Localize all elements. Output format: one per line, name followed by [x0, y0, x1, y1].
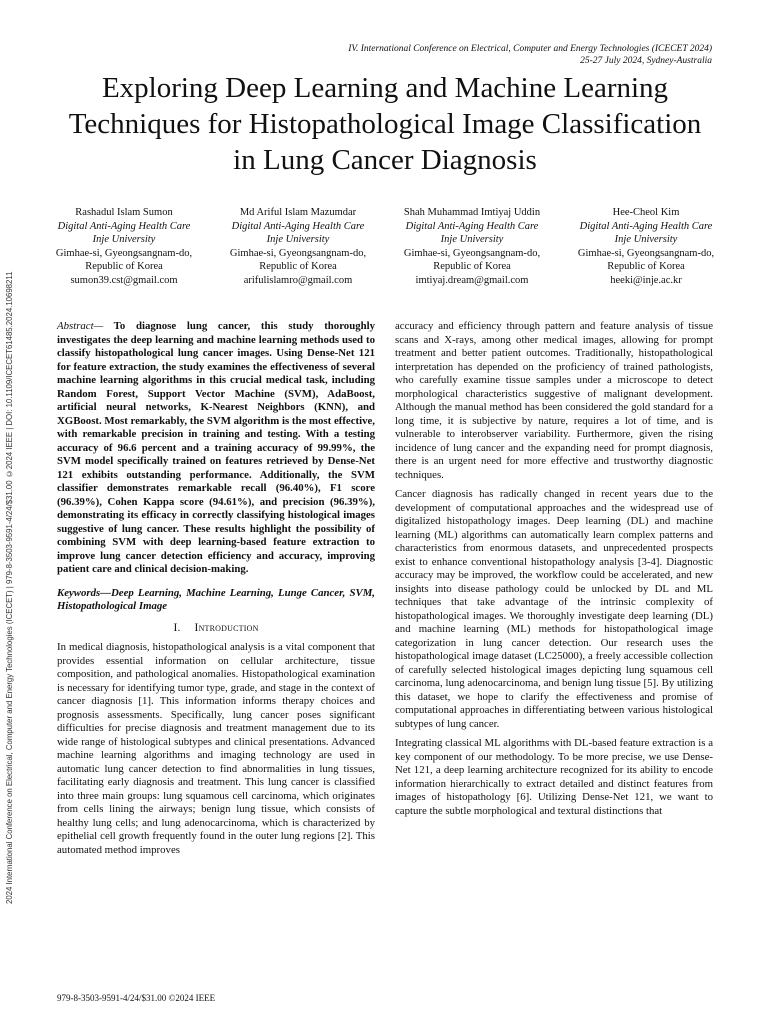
author-email[interactable]: sumon39.cst@gmail.com [70, 274, 178, 286]
keywords: Keywords—Deep Learning, Machine Learning, Lunge Cancer, SVM, Histopathological Image [57, 586, 375, 612]
author-addr: Gimhae-si, Gyeongsangnam-do, [55, 247, 193, 259]
author-email[interactable]: imtiyaj.dream@gmail.com [415, 274, 529, 286]
author-block [40, 206, 730, 287]
author-country: Republic of Korea [85, 261, 163, 272]
author-2 [214, 206, 382, 287]
author-addr: Gimhae-si, Gyeongsangnam-do, [403, 247, 541, 259]
author-4 [562, 206, 730, 287]
author-3 [388, 206, 556, 287]
conference-header [192, 43, 712, 67]
right-column [395, 320, 713, 824]
author-dept: Digital Anti-Aging Health Care [579, 220, 713, 232]
abstract-lead: Abstract— [57, 320, 104, 332]
author-univ: Inje University [440, 234, 504, 245]
conference-dates: 25-27 July 2024, Sydney-Australia [580, 56, 712, 66]
paragraph: Cancer diagnosis has radically changed in recent years due to the development of computational approaches and the widespread use of digitalized histopathology images. Deep learning (DL) and machine learning (ML) algorithms can automatically learn complex patterns and characteristics from enormous datasets, and unprecedented prospects exist to enhance conventional histopathology analysis [3-4]. Diagnostic accuracy may be improved, the workflow could be accelerated, and new insights into disease pathology could be unlocked by DL and ML techniques that take advantage of the intrinsic complexity of histopathological images. We thoroughly investigate deep learning (DL) and machine learning (ML) methods for histopathological image categorization in lung cancer detection. Our research uses the histopathological image dataset (LC25000), a freely accessible collection of carefully selected histological images depicting lung squamous cell carcinoma, lung adenocarcinoma, and benign lung tissue [5]. By utilizing this dataset, we hope to clarify the effectiveness and promise of computational approaches in differentiating between various histological subtypes of lung cancer. [395, 488, 713, 730]
author-dept: Digital Anti-Aging Health Care [231, 220, 365, 232]
author-name: Shah Muhammad Imtiyaj Uddin [403, 207, 541, 218]
author-name: Md Ariful Islam Mazumdar [239, 207, 357, 218]
author-email[interactable]: arifulislamro@gmail.com [243, 274, 353, 286]
author-dept: Digital Anti-Aging Health Care [57, 220, 191, 232]
footer-code: 979-8-3503-9591-4/24/$31.00 ©2024 IEEE [57, 993, 216, 1003]
abstract [57, 320, 375, 577]
paragraph: In medical diagnosis, histopathological analysis is a vital component that provides essential information on cellular architecture, tissue composition, and pathological anomalies. Histopathological examination is necessary for identifying tumor type, grade, and stage in the context of cancer diagnosis [1]. This information informs therapy choices and prognosis assessments. Specifically, lung cancer poses significant difficulties for precise diagnosis and treatment management due to its wide range of histological subtypes and clinical presentations. Advanced machine learning algorithms and imaging technology are used in automatic lung cancer detection to find abnormalities in lung tissues, facilitating early diagnosis and treatment. This lung cancer is classified into three main groups: lung squamous cell carcinoma, which originates from cells lining the airways; benign lung tissue, which consists of healthy lung cells; and lung adenocarcinoma, which is characterized by epithelial cell growth frequently found in the outer lung regions [2]. This automated method improves [57, 641, 375, 856]
paragraph: accuracy and efficiency through pattern and feature analysis of tissue scans and X-rays, among other medical images, allowing for prompt treatment and better patient outcomes. Traditionally, histopathological interpretation has depended on the proficiency of trained pathologists, who carefully examine tissue samples under a microscope to detect morphological characteristics suggestive of malignant development. Although the manual method has been considered the gold standard for a long time, it is subjective by nature, requires a lot of time, and is vulnerable to interobserver variability. Furthermore, given the rising incidence of lung cancer and the expanding need for prompt diagnosis, there is an urgent need for more effective and trustworthy diagnostic techniques. [395, 320, 713, 481]
author-name: Rashadul Islam Sumon [75, 207, 173, 218]
author-email[interactable]: heeki@inje.ac.kr [610, 274, 682, 286]
paper-title: Exploring Deep Learning and Machine Learning Techniques for Histopathological Image Classification in Lung Cancer Diagnosis [68, 72, 702, 176]
author-country: Republic of Korea [433, 261, 511, 272]
author-country: Republic of Korea [259, 261, 337, 272]
section-title: Introduction [194, 621, 259, 634]
side-identifier: 2024 International Conference on Electrical, Computer and Energy Technologies (ICECET) | 979-8-3503-9591-4/24/$31.00 ©2024 IEEE | DOI: 10.1109/ICECET61485.2024.10698211 [5, 271, 14, 905]
abstract-body: To diagnose lung cancer, this study thoroughly investigates the deep learning and machine learning methods used to classify histopathological lung cancer images. Using Dense-Net 121 for feature extraction, the study examines the effectiveness of several machine learning algorithms in this crucial medical task, including Random Forest, Support Vector Machine (SVM), AdaBoost, artificial neural networks, K-Nearest Neighbors (KNN), and XGBoost. Most remarkably, the SVM algorithm is the most effective, with remarkable precision in training and testing. With a testing accuracy of 96.6 percent and a training accuracy of 99.99%, the SVM model specifically trained on features retrieved by Dense-Net 121 exhibits outstanding performance. Additionally, the SVM classifier demonstrates remarkable recall (96.40%), F1 score (96.39%), Cohen Kappa score (94.61%), and precision (96.39%), demonstrating its efficacy in correctly classifying histological images suggestive of lung cancer. These results highlight the possibility of combining SVM with deep learning-based feature extraction to improve lung cancer detection efficiency and accuracy, improving patient care and clinical decision-making. [57, 320, 375, 575]
author-univ: Inje University [266, 234, 330, 245]
paragraph: Integrating classical ML algorithms with DL-based feature extraction is a key component of our methodology. To be more precise, we use Dense-Net 121, a deep learning architecture recognized for its ability to encode information hierarchically to extract detailed and distinct features from images of histopathology [6]. Utilizing Dense-Net 121, we want to capture the subtle morphological and textural distinctions that [395, 737, 713, 817]
author-1 [40, 206, 208, 287]
conference-name: IV. International Conference on Electrical, Computer and Energy Technologies (ICECET 2024) [348, 44, 712, 54]
author-name: Hee-Cheol Kim [612, 207, 680, 218]
author-univ: Inje University [614, 234, 678, 245]
left-column [57, 320, 375, 863]
author-dept: Digital Anti-Aging Health Care [405, 220, 539, 232]
author-addr: Gimhae-si, Gyeongsangnam-do, [229, 247, 367, 259]
author-addr: Gimhae-si, Gyeongsangnam-do, [577, 247, 715, 259]
section-heading [57, 622, 375, 636]
section-number: I. [173, 621, 181, 634]
author-country: Republic of Korea [607, 261, 685, 272]
author-univ: Inje University [92, 234, 156, 245]
